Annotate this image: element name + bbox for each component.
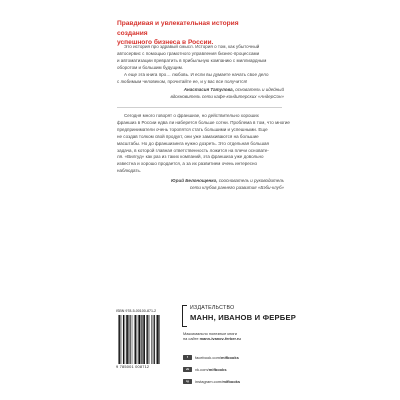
facebook-icon: f bbox=[183, 355, 192, 360]
headline-line: Правдивая и увлекательная история создания bbox=[117, 20, 239, 37]
vk-icon: vk bbox=[183, 367, 192, 372]
quote-line: ля. «Вилгуд» как раз из таких компаний, эта франшиза уже довольно bbox=[117, 154, 264, 160]
social-vk[interactable] bbox=[183, 367, 227, 372]
social-handle: mifbooks bbox=[208, 367, 227, 372]
quote-line: оборотом и большим будущим. bbox=[117, 64, 184, 70]
author-role: основатель и идейный bbox=[235, 87, 284, 92]
publisher-logo-bracket bbox=[182, 305, 187, 327]
social-prefix: instagram.com/ bbox=[195, 379, 223, 384]
social-instagram[interactable] bbox=[183, 379, 240, 384]
quote-line: с любимым человеком, прочитайте ее, и у вас все получится! bbox=[117, 78, 248, 84]
quote-line: Сегодня много говорят о франшизе, но действительно хороших bbox=[124, 113, 259, 118]
author-role: вдохновитель сети кафе-кондитерских «АндерСон» bbox=[170, 93, 284, 99]
author-name: Анастасия Татулова, bbox=[183, 87, 234, 92]
quote-line: и автоматизации превратить в прибыльную компанию с миллиардным bbox=[117, 57, 267, 63]
social-facebook[interactable] bbox=[183, 355, 239, 360]
site-note-line: Максимально полезные книги bbox=[183, 331, 237, 336]
quote-line: задача, в которой главная ответственность ложится на плечи основате- bbox=[117, 147, 269, 153]
isbn-text: ISBN 978-5-00100-871-2 bbox=[116, 309, 157, 313]
social-prefix: facebook.com/ bbox=[195, 355, 222, 360]
divider bbox=[117, 107, 282, 108]
publisher-label: ИЗДАТЕЛЬСТВО bbox=[190, 305, 235, 311]
quote-line: не создав толком свой продукт, они уже замахиваются на большие bbox=[117, 133, 259, 139]
author-role: сооснователь и руководитель bbox=[218, 178, 284, 183]
social-handle: mifbooks bbox=[221, 355, 239, 360]
signature-tatulova bbox=[114, 87, 284, 101]
author-role: сети клубов раннего развития «Бэби-клуб» bbox=[189, 184, 284, 190]
quote-tatulova bbox=[117, 44, 289, 85]
quote-line: масштабы. Но до франшизинга нужно дозреть. Это отдельная большая bbox=[117, 140, 269, 146]
social-prefix: vk.com/ bbox=[195, 367, 209, 372]
quote-line: предприниматели очень торопятся стать большими и успешными. Еще bbox=[117, 126, 268, 132]
quote-line: франшиз в России едва ли наберется больше сотни. Проблема в том, что многие bbox=[117, 119, 290, 125]
author-name: Юрий Белонощенко, bbox=[171, 178, 218, 183]
publisher-site-link[interactable]: mann-ivanov-ferber.ru bbox=[199, 336, 241, 342]
site-note-prefix: на сайте bbox=[183, 336, 200, 342]
quote-line: наблюдать. bbox=[117, 168, 142, 174]
barcode-number: 9 785001 008712 bbox=[116, 364, 150, 369]
social-handle: mifbooks bbox=[222, 379, 241, 384]
publisher-site-note bbox=[183, 331, 241, 342]
quote-line: автосервис с помощью грамотного управления бизнес-процессами bbox=[117, 50, 260, 56]
quote-belonoshchenko bbox=[117, 113, 289, 175]
quote-line: Это история про здравый смысл. История о том, как убыточный bbox=[124, 44, 260, 49]
signature-belonoshchenko bbox=[114, 178, 284, 192]
publisher-name: МАНН, ИВАНОВ И ФЕРБЕР bbox=[190, 313, 296, 322]
quote-line: известна и хорошо продается, а за их развитием очень интересно bbox=[117, 161, 258, 167]
quote-line: А еще эта книга про… любовь. И если вы думаете начать свое дело bbox=[124, 71, 269, 77]
headline-line: успешного бизнеса в России. bbox=[117, 39, 214, 46]
book-back-cover bbox=[110, 0, 296, 400]
barcode-icon bbox=[116, 315, 174, 364]
instagram-icon: ig bbox=[183, 379, 192, 384]
